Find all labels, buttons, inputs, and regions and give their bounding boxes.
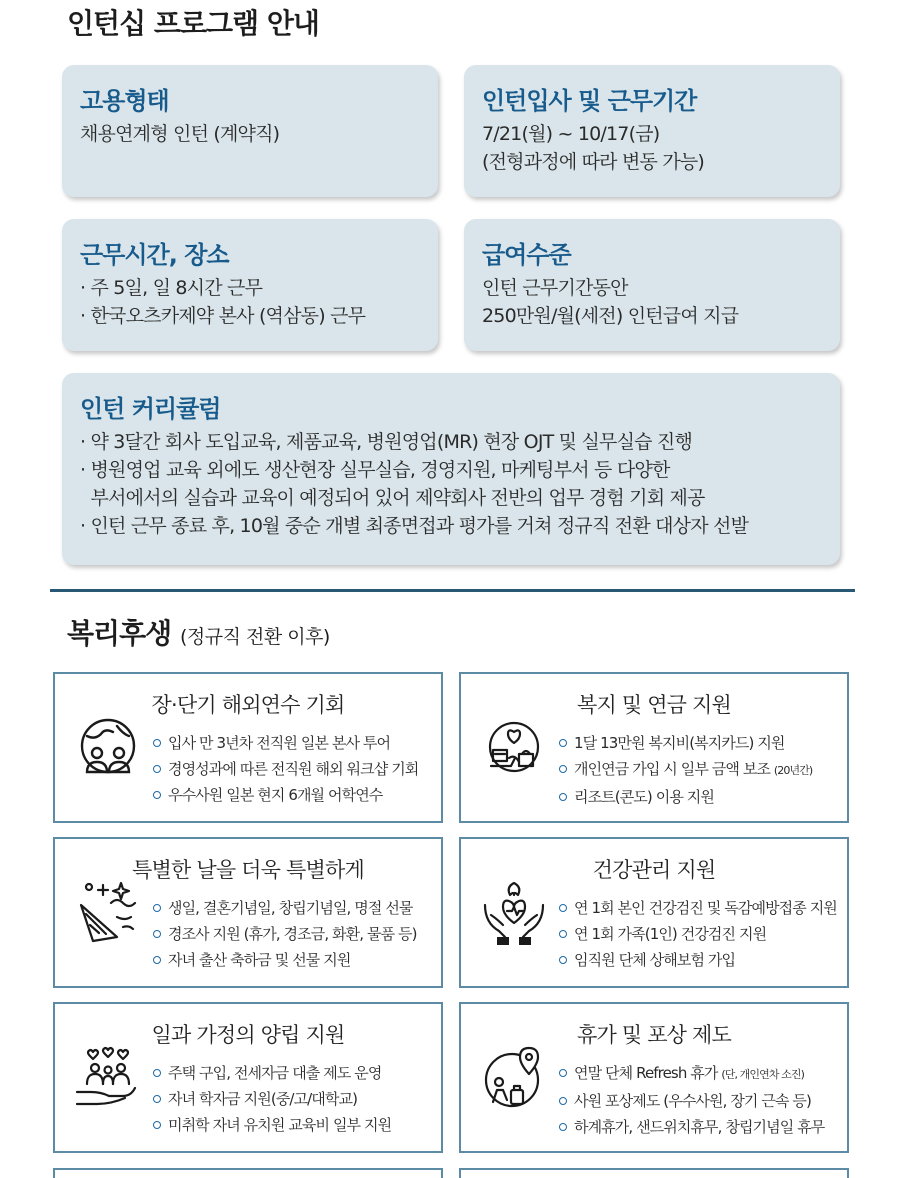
- party-popper-icon: [73, 879, 143, 949]
- work-family-box: [53, 1002, 443, 1153]
- list-item: 미취학 자녀 유치원 교육비 일부 지원: [153, 1112, 391, 1138]
- globe-people-icon: [73, 714, 143, 784]
- card-title: 인턴입사 및 근무기간: [482, 87, 697, 115]
- welfare-section-title: 복리후생 (정규직 전환 이후): [67, 612, 330, 652]
- list-item: 개인연금 가입 시 일부 금액 보조 (20년간): [559, 756, 812, 784]
- list-item: 입사 만 3년차 전직원 일본 본사 투어: [153, 730, 418, 756]
- list-item: 사원 포상제도 (우수사원, 장기 근속 등): [559, 1088, 824, 1114]
- card-title: 고용형태: [80, 87, 169, 115]
- list-item: 자녀 학자금 지원(중/고/대학교): [153, 1086, 391, 1112]
- family-hand-icon: [73, 1044, 143, 1114]
- box-title: 휴가 및 포상 제도: [576, 1023, 732, 1047]
- box-title: 일과 가정의 양립 지원: [151, 1023, 345, 1047]
- list-item: 연말 단체 Refresh 휴가 (단, 개인연차 소진): [559, 1060, 824, 1088]
- card-line: · 주 5일, 일 8시간 근무: [80, 277, 263, 299]
- card-line: · 한국오츠카제약 본사 (역삼동) 근무: [80, 305, 366, 327]
- intern-section-title: 인턴십 프로그램 안내: [67, 2, 319, 42]
- box-title: 건강관리 지원: [592, 858, 716, 882]
- card-line: 채용연계형 인턴 (계약직): [80, 123, 280, 145]
- card-line: · 약 3달간 회사 도입교육, 제품교육, 병원영업(MR) 현장 OJT 및 실무실습 진행: [80, 431, 693, 453]
- note-text: (단, 개인연차 소진): [721, 1068, 805, 1081]
- section-divider: [50, 589, 855, 592]
- card-line: (전형과정에 따라 변동 가능): [482, 151, 705, 173]
- list-item: 연 1회 본인 건강검진 및 독감예방접종 지원: [559, 895, 837, 921]
- card-title: 급여수준: [482, 241, 571, 269]
- salary-card: [464, 219, 840, 351]
- vacation-reward-box: [459, 1002, 849, 1153]
- card-line: · 인턴 근무 종료 후, 10월 중순 개별 최종면접과 평가를 거쳐 정규직 전환 대상자 선발: [80, 515, 749, 537]
- note-text: (20년간): [773, 764, 813, 777]
- card-line: 부서에서의 실습과 교육이 예정되어 있어 제약회사 전반의 업무 경험 기회 제공: [80, 487, 705, 509]
- card-line: 250만원/월(세전) 인턴급여 지급: [482, 305, 739, 327]
- welfare-section-subtitle: (정규직 전환 이후): [179, 626, 330, 648]
- next-row-box: [53, 1168, 443, 1178]
- next-row-box: [459, 1168, 849, 1178]
- list-item: 경영성과에 따른 전직원 해외 워크샵 기회: [153, 756, 418, 782]
- box-title: 복지 및 연금 지원: [576, 693, 732, 717]
- hands-heart-icon: [479, 879, 549, 949]
- card-title: 근무시간, 장소: [80, 241, 229, 269]
- box-title: 장·단기 해외연수 기회: [151, 693, 345, 717]
- employment-type-card: [62, 65, 438, 197]
- overseas-training-box: [53, 672, 443, 823]
- list-item: 1달 13만원 복지비(복지카드) 지원: [559, 730, 812, 756]
- list-item: 연 1회 가족(1인) 건강검진 지원: [559, 921, 837, 947]
- list-item: 하계휴가, 샌드위치휴무, 창립기념일 휴무: [559, 1114, 824, 1140]
- curriculum-card: [62, 373, 840, 565]
- card-title: 인턴 커리큘럼: [80, 395, 221, 423]
- welfare-pension-box: [459, 672, 849, 823]
- list-item: 우수사원 일본 현지 6개월 어학연수: [153, 782, 418, 808]
- list-item: 주택 구입, 전세자금 대출 제도 운영: [153, 1060, 391, 1086]
- health-care-box: [459, 837, 849, 988]
- card-line: 7/21(월) ~ 10/17(금): [482, 123, 660, 145]
- list-item: 리조트(콘도) 이용 지원: [559, 784, 812, 810]
- welfare-shopping-icon: [479, 714, 549, 784]
- card-line: 인턴 근무기간동안: [482, 277, 628, 299]
- list-item: 생일, 결혼기념일, 창립기념일, 명절 선물: [153, 895, 417, 921]
- special-days-box: [53, 837, 443, 988]
- list-item: 경조사 지원 (휴가, 경조금, 화환, 물품 등): [153, 921, 417, 947]
- box-title: 특별한 날을 더욱 특별하게: [132, 858, 364, 882]
- card-line: · 병원영업 교육 외에도 생산현장 실무실습, 경영지원, 마케팅부서 등 다양한: [80, 459, 670, 481]
- list-item: 임직원 단체 상해보험 가입: [559, 947, 837, 973]
- period-card: [464, 65, 840, 197]
- list-item: 자녀 출산 축하금 및 선물 지원: [153, 947, 417, 973]
- work-hours-card: [62, 219, 438, 351]
- travel-location-icon: [479, 1044, 549, 1114]
